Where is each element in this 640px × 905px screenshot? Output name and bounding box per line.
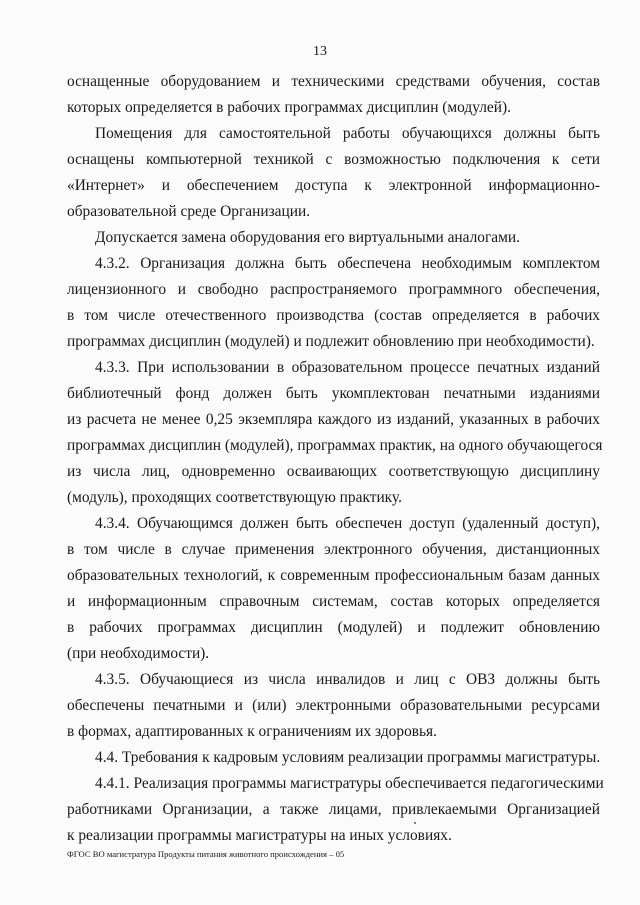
text-line: которых определяется в рабочих программах дисциплин (модулей). <box>67 99 511 116</box>
text-line: 4.3.2. Организация должна быть обеспечена необходимым комплектом <box>95 255 600 272</box>
text-line: из расчета не менее 0,25 экземпляра каждого из изданий, указанных в рабочих <box>67 411 600 428</box>
text-line: 4.3.3. При использовании в образовательном процессе печатных изданий <box>95 359 600 376</box>
page-number: 13 <box>313 44 327 59</box>
text-line: 4.4. Требования к кадровым условиям реализации программы магистратуры. <box>95 749 601 766</box>
text-line: Допускается замена оборудования его виртуальными аналогами. <box>95 229 520 246</box>
text-line: программах дисциплин (модулей) и подлежит обновлению при необходимости). <box>67 333 595 350</box>
text-line: в формах, адаптированных к ограничениям их здоровья. <box>67 723 437 740</box>
text-line: библиотечный фонд должен быть укомплектован печатными изданиями <box>67 385 600 402</box>
text-line: к реализации программы магистратуры на иных условиях. <box>67 827 452 844</box>
text-line: образовательных технологий, к современным профессиональным базам данных <box>67 567 600 584</box>
text-line: программах дисциплин (модулей), программах практик, на одного обучающегося <box>67 437 603 454</box>
text-line: из числа лиц, одновременно осваивающих соответствующую дисциплину <box>67 463 600 480</box>
text-line: работниками Организации, а также лицами, привлекаемыми Организацией <box>67 801 600 818</box>
text-line: 4.3.4. Обучающимся должен быть обеспечен доступ (удаленный доступ), <box>95 515 600 532</box>
text-line: обеспечены печатными и (или) электронными образовательными ресурсами <box>67 697 600 714</box>
text-line: 4.4.1. Реализация программы магистратуры обеспечивается педагогическими <box>95 775 604 792</box>
text-line: в том числе отечественного производства (состав определяется в рабочих <box>67 307 600 324</box>
text-line: «Интернет» и обеспечением доступа к электронной информационно- <box>67 177 600 194</box>
text-line: (при необходимости). <box>67 645 210 662</box>
text-line: образовательной среде Организации. <box>67 203 311 220</box>
scan-speck <box>414 822 416 824</box>
text-line: лицензионного и свободно распространяемого программного обеспечения, <box>67 281 600 298</box>
text-line: в том числе в случае применения электронного обучения, дистанционных <box>67 541 600 558</box>
text-line: в рабочих программах дисциплин (модулей) и подлежит обновлению <box>67 619 600 636</box>
text-line: оснащены компьютерной техникой с возможностью подключения к сети <box>67 151 600 168</box>
text-line: 4.3.5. Обучающиеся из числа инвалидов и лиц с ОВЗ должны быть <box>95 671 600 688</box>
text-line: и информационным справочным системам, состав которых определяется <box>67 593 600 610</box>
text-line: (модуль), проходящих соответствующую практику. <box>67 489 402 506</box>
text-line: Помещения для самостоятельной работы обучающихся должны быть <box>95 125 600 142</box>
text-line: оснащенные оборудованием и техническими средствами обучения, состав <box>67 73 600 90</box>
page-footer: ФГОС ВО магистратура Продукты питания животного происхождения – 05 <box>67 849 345 859</box>
